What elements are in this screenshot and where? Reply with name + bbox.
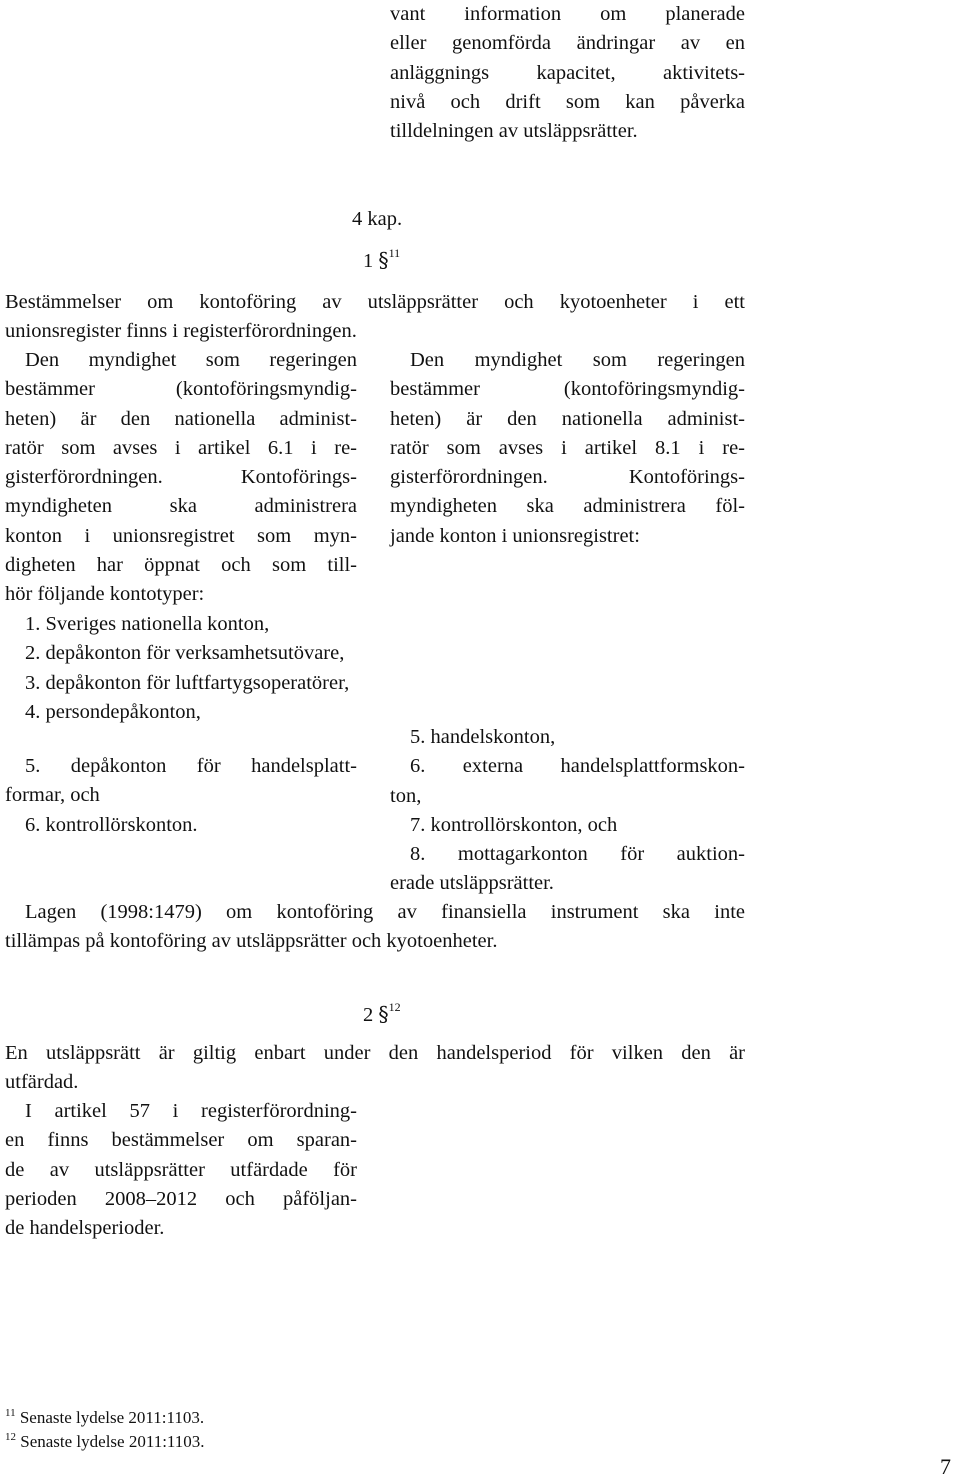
section2-left-paragraph bbox=[5, 1097, 357, 1243]
list-item: ton, bbox=[390, 784, 422, 807]
list-item: 7. kontrollörskonton, och bbox=[410, 813, 618, 836]
section-symbol: § bbox=[378, 248, 389, 272]
list-item: 2. depåkonton för verksamhetsutövare, bbox=[25, 642, 345, 665]
list-item: 5. depåkonton för handelsplatt- bbox=[25, 755, 357, 777]
footnote-number: 12 bbox=[5, 1431, 16, 1443]
list-item: 1. Sveriges nationella konton, bbox=[25, 613, 270, 635]
list-item: 5. handelskonton, bbox=[410, 726, 556, 748]
list-item: 3. depåkonton för luftfartygsoperatörer, bbox=[25, 671, 350, 694]
text-line: gisterförordningen. Kontoförings- bbox=[5, 466, 357, 489]
footnote-ref: 11 bbox=[388, 246, 401, 260]
section-number: 2 bbox=[363, 1004, 374, 1026]
text-line: tillämpas på kontoföring av utsläppsrätter och kyotoenheter. bbox=[5, 930, 498, 953]
intro-continuation bbox=[390, 0, 745, 146]
footnote-text: Senaste lydelse 2011:1103. bbox=[19, 1408, 205, 1427]
text-line: Den myndighet som regeringen bbox=[410, 349, 745, 371]
text-line: Den myndighet som regeringen bbox=[25, 349, 357, 371]
section1-right-list bbox=[390, 723, 745, 899]
list-item: 6. externa handelsplattformskon- bbox=[410, 755, 745, 778]
text-line: myndigheten ska administrera bbox=[5, 495, 357, 518]
text-line: gisterförordningen. Kontoförings- bbox=[390, 466, 745, 489]
section-heading bbox=[363, 246, 400, 276]
text-line: jande konton i unionsregistret: bbox=[390, 524, 640, 547]
text-line: Lagen (1998:1479) om kontoföring av finansiella instrument ska inte bbox=[25, 901, 745, 923]
section-symbol: § bbox=[378, 1002, 389, 1026]
text-line: unionsregister finns i registerförordningen. bbox=[5, 320, 357, 343]
text-line: En utsläppsrätt är giltig enbart under den handelsperiod för vilken den är bbox=[5, 1042, 745, 1064]
text-line: eller genomförda ändringar av en bbox=[390, 32, 745, 55]
text-line: Bestämmelser om kontoföring av utsläppsrätter och kyotoenheter i ett bbox=[5, 291, 745, 313]
list-item: 4. persondepåkonton, bbox=[25, 700, 201, 723]
section1-intro bbox=[5, 288, 745, 347]
section2-paragraph bbox=[5, 1039, 745, 1098]
text-line: utfärdad. bbox=[5, 1071, 79, 1094]
text-line: bestämmer (kontoföringsmyndig- bbox=[5, 378, 357, 401]
list-item: formar, och bbox=[5, 784, 100, 807]
section-number: 1 bbox=[363, 250, 374, 272]
section1-left-paragraph bbox=[5, 346, 357, 610]
text-line: I artikel 57 i registerförordning- bbox=[25, 1100, 357, 1122]
text-line: anläggnings kapacitet, aktivitets- bbox=[390, 61, 745, 84]
footnote bbox=[5, 1430, 205, 1454]
list-item: 8. mottagarkonton för auktion- bbox=[410, 843, 745, 866]
list-item: 6. kontrollörskonton. bbox=[25, 813, 198, 836]
footnote bbox=[5, 1406, 204, 1430]
footnote-number: 11 bbox=[5, 1407, 16, 1419]
chapter-heading: 4 kap. bbox=[352, 208, 403, 230]
text-line: konton i unionsregistret som myn- bbox=[5, 524, 357, 547]
text-line: de av utsläppsrätter utfärdade för bbox=[5, 1158, 357, 1181]
text-line: heten) är den nationella administ- bbox=[390, 407, 745, 430]
text-line: de handelsperioder. bbox=[5, 1217, 165, 1240]
text-line: en finns bestämmelser om sparan- bbox=[5, 1129, 357, 1152]
section1-right-paragraph bbox=[390, 346, 745, 551]
section-heading bbox=[363, 1000, 401, 1030]
text-line: nivå och drift som kan påverka bbox=[390, 90, 745, 113]
section1-common-list bbox=[25, 610, 445, 727]
page-number: 7 bbox=[940, 1454, 951, 1479]
footnote-ref: 12 bbox=[388, 1000, 401, 1014]
text-line: heten) är den nationella administ- bbox=[5, 407, 357, 430]
text-line: myndigheten ska administrera föl- bbox=[390, 495, 745, 518]
section1-left-list bbox=[5, 752, 357, 840]
text-line: perioden 2008–2012 och påföljan- bbox=[5, 1187, 357, 1210]
text-line: vant information om planerade bbox=[390, 3, 745, 25]
footnote-text: Senaste lydelse 2011:1103. bbox=[20, 1432, 205, 1451]
text-line: tilldelningen av utsläppsrätter. bbox=[390, 120, 638, 143]
text-line: digheten har öppnat och som till- bbox=[5, 554, 357, 577]
text-line: ratör som avses i artikel 8.1 i re- bbox=[390, 436, 745, 459]
text-line: ratör som avses i artikel 6.1 i re- bbox=[5, 436, 357, 459]
list-item: erade utsläppsrätter. bbox=[390, 872, 554, 895]
text-line: hör följande kontotyper: bbox=[5, 583, 205, 606]
section1-closing bbox=[5, 898, 745, 957]
text-line: bestämmer (kontoföringsmyndig- bbox=[390, 378, 745, 401]
